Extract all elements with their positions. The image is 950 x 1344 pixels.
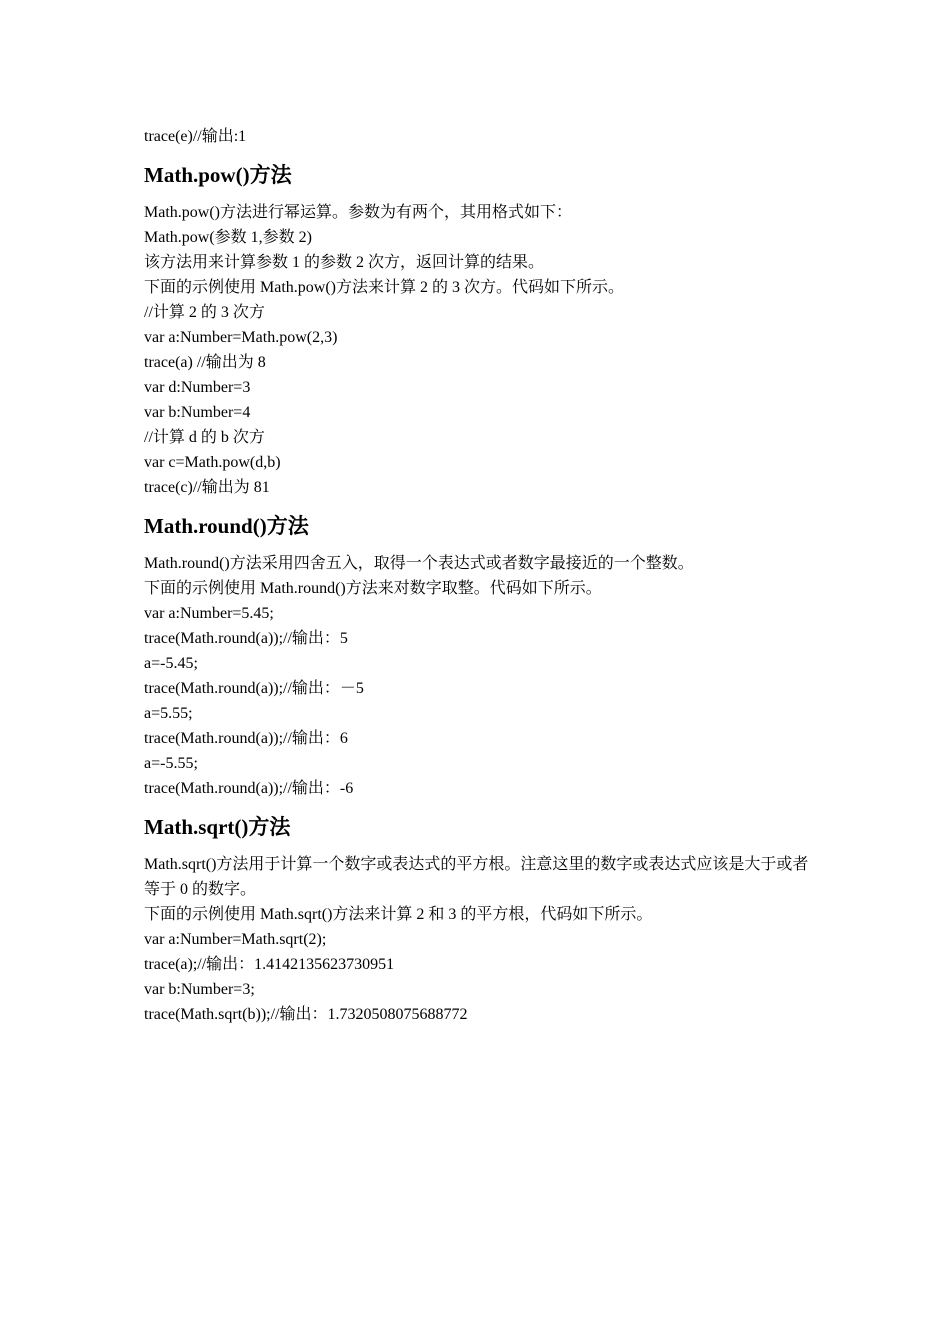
code-line: var a:Number=Math.pow(2,3) [144, 329, 338, 346]
code-line: //计算 2 的 3 次方 [144, 304, 265, 321]
code-line: trace(c)//输出为 81 [144, 479, 270, 496]
section-math-sqrt [144, 815, 814, 1027]
code-line: var d:Number=3 [144, 379, 251, 396]
code-line: var a:Number=5.45; [144, 605, 274, 622]
code-line: var b:Number=3; [144, 981, 255, 998]
text-line: 该方法用来计算参数 1 的参数 2 次方，返回计算的结果。 [144, 254, 545, 271]
text-line: Math.pow()方法进行幂运算。参数为有两个，其用格式如下： [144, 204, 572, 221]
section-heading-math-pow: Math.pow()方法 [144, 163, 292, 187]
text-line: Math.round()方法采用四舍五入，取得一个表达式或者数字最接近的一个整数。 [144, 555, 694, 572]
code-line: trace(Math.round(a));//输出：5 [144, 630, 348, 647]
section-heading-math-round: Math.round()方法 [144, 514, 309, 538]
code-line: a=5.55; [144, 705, 193, 722]
code-line: var b:Number=4 [144, 404, 251, 421]
section-math-round [144, 514, 814, 801]
text-line: 下面的示例使用 Math.round()方法来对数字取整。代码如下所示。 [144, 580, 602, 597]
code-line: trace(a);//输出：1.4142135623730951 [144, 956, 395, 973]
text-line: 下面的示例使用 Math.pow()方法来计算 2 的 3 次方。代码如下所示。 [144, 279, 624, 296]
code-line: var a:Number=Math.sqrt(2); [144, 931, 327, 948]
code-line: trace(Math.round(a));//输出：-6 [144, 780, 354, 797]
code-line: trace(Math.round(a));//输出：－5 [144, 680, 364, 697]
document-content [144, 124, 814, 1027]
paragraph-text: Math.sqrt()方法用于计算一个数字或表达式的平方根。注意这里的数字或表达式应该是大于或者等于 0 的数字。 [144, 856, 809, 898]
intro-line: trace(e)//输出:1 [144, 128, 247, 145]
section-heading-math-sqrt: Math.sqrt()方法 [144, 815, 291, 839]
section-math-pow [144, 163, 814, 500]
code-line: trace(a) //输出为 8 [144, 354, 266, 371]
code-line: a=-5.55; [144, 755, 198, 772]
code-line: trace(Math.sqrt(b));//输出：1.7320508075688772 [144, 1006, 468, 1023]
text-line: 下面的示例使用 Math.sqrt()方法来计算 2 和 3 的平方根，代码如下所示。 [144, 906, 653, 923]
code-line: var c=Math.pow(d,b) [144, 454, 281, 471]
code-line: //计算 d 的 b 次方 [144, 429, 265, 446]
text-line: Math.pow(参数 1,参数 2) [144, 229, 312, 246]
code-line: a=-5.45; [144, 655, 198, 672]
code-line: trace(Math.round(a));//输出：6 [144, 730, 348, 747]
